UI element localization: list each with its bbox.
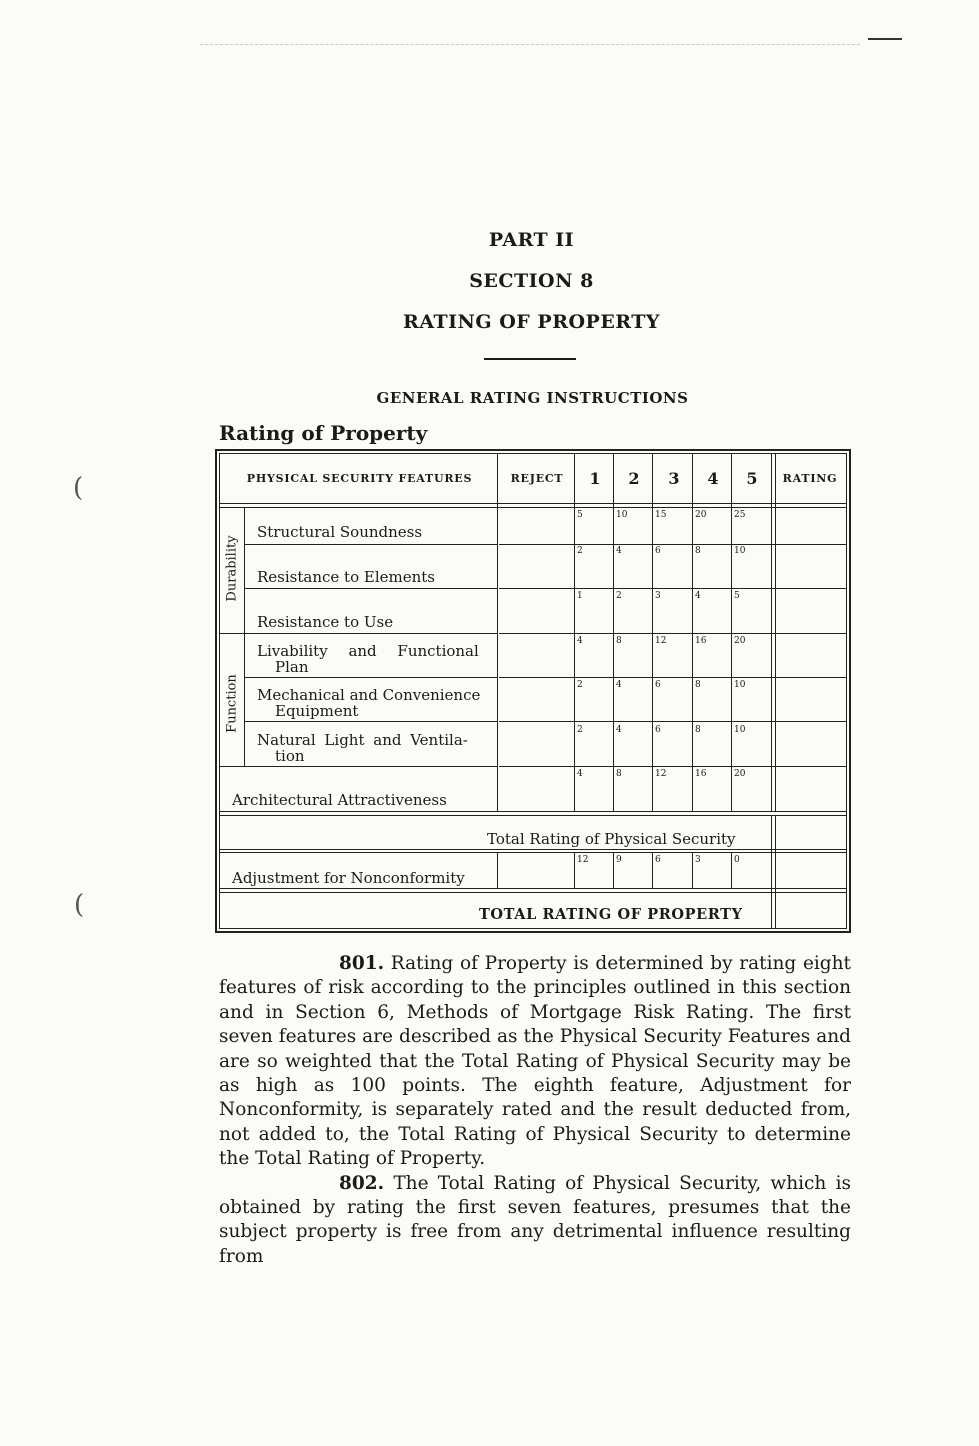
header-col-2: 2 bbox=[628, 469, 640, 488]
weight-value: 15 bbox=[655, 510, 667, 520]
row-rule bbox=[499, 633, 847, 634]
row-rule bbox=[499, 544, 847, 545]
total-physical-label: Total Rating of Physical Security bbox=[487, 830, 736, 848]
weight-value: 20 bbox=[734, 636, 746, 646]
row-rule bbox=[244, 544, 497, 545]
adjustment-label: Adjustment for Nonconformity bbox=[232, 869, 465, 887]
feature-label: Architectural Attractiveness bbox=[232, 791, 447, 809]
feature-label-line1: Livability and Functional bbox=[257, 642, 479, 660]
row-rule bbox=[244, 677, 497, 678]
instructions-heading: GENERAL RATING INSTRUCTIONS bbox=[376, 389, 689, 407]
group-durability-label: Durability bbox=[224, 535, 240, 602]
col-line bbox=[652, 852, 653, 888]
section-title: RATING OF PROPERTY bbox=[403, 311, 660, 333]
col-line bbox=[497, 852, 498, 888]
col-line bbox=[771, 815, 772, 929]
weight-value: 8 bbox=[695, 680, 701, 690]
header-rating: RATING bbox=[782, 472, 838, 485]
part-heading: PART II bbox=[488, 229, 575, 251]
header-rule bbox=[219, 503, 847, 504]
paragraph-number: 801. bbox=[339, 953, 385, 974]
header-features: PHYSICAL SECURITY FEATURES bbox=[246, 472, 473, 485]
weight-value: 1 bbox=[577, 591, 583, 601]
feature-label bbox=[257, 643, 490, 675]
weight-value: 3 bbox=[655, 591, 661, 601]
weight-value: 4 bbox=[577, 769, 583, 779]
weight-value: 6 bbox=[655, 725, 661, 735]
row-rule bbox=[499, 766, 847, 767]
feature-label: Resistance to Elements bbox=[257, 568, 435, 586]
col-line bbox=[574, 852, 575, 888]
weight-value: 6 bbox=[655, 680, 661, 690]
weight-value: 12 bbox=[655, 769, 667, 779]
weight-value: 9 bbox=[616, 855, 622, 865]
header-col-4: 4 bbox=[707, 469, 719, 488]
paragraph-text: The Total Rating of Physical Security, which is obtained by rating the first seven features, presumes that the subject property is free from any detrimental influence resulting from bbox=[219, 1172, 851, 1267]
weight-value: 4 bbox=[616, 725, 622, 735]
row-rule bbox=[499, 677, 847, 678]
feature-label-line2: Plan bbox=[275, 658, 309, 676]
paragraph-802 bbox=[219, 1172, 851, 1270]
weight-value: 4 bbox=[616, 680, 622, 690]
weight-value: 2 bbox=[616, 591, 622, 601]
col-line bbox=[613, 852, 614, 888]
weight-value: 16 bbox=[695, 636, 707, 646]
weight-value: 20 bbox=[695, 510, 707, 520]
col-line bbox=[731, 852, 732, 888]
margin-mark: ( bbox=[74, 890, 85, 920]
weight-value: 4 bbox=[577, 636, 583, 646]
col-line bbox=[692, 852, 693, 888]
weight-value: 20 bbox=[734, 769, 746, 779]
row-rule bbox=[219, 888, 847, 889]
group-line bbox=[244, 507, 245, 766]
feature-label-line1: Natural Light and Ventila- bbox=[257, 731, 468, 749]
weight-value: 0 bbox=[734, 855, 740, 865]
weight-value: 16 bbox=[695, 769, 707, 779]
row-rule bbox=[219, 849, 847, 850]
weight-value: 5 bbox=[577, 510, 583, 520]
header-col-5: 5 bbox=[746, 469, 758, 488]
weight-value: 8 bbox=[695, 725, 701, 735]
section-heading: SECTION 8 bbox=[469, 270, 594, 292]
weight-value: 12 bbox=[655, 636, 667, 646]
weight-value: 12 bbox=[577, 855, 589, 865]
total-property-label: TOTAL RATING OF PROPERTY bbox=[479, 906, 743, 923]
weight-value: 3 bbox=[695, 855, 701, 865]
feature-label-line2: Equipment bbox=[275, 702, 359, 720]
body-text bbox=[219, 952, 851, 1269]
feature-label-line1: Mechanical and Convenience bbox=[257, 686, 481, 704]
weight-value: 2 bbox=[577, 725, 583, 735]
row-rule bbox=[499, 721, 847, 722]
weight-value: 10 bbox=[734, 546, 746, 556]
paragraph-801 bbox=[219, 952, 851, 1172]
row-rule bbox=[219, 811, 847, 812]
row-rule bbox=[219, 892, 847, 893]
row-rule bbox=[219, 815, 847, 816]
feature-label: Structural Soundness bbox=[257, 523, 423, 541]
row-rule bbox=[244, 588, 497, 589]
paragraph-number: 802. bbox=[339, 1172, 385, 1194]
header-rule bbox=[219, 507, 847, 508]
header-reject: REJECT bbox=[510, 472, 564, 485]
col-line bbox=[775, 815, 776, 929]
header-col-3: 3 bbox=[668, 469, 680, 488]
weight-value: 10 bbox=[616, 510, 628, 520]
col-line bbox=[497, 453, 498, 812]
scan-line bbox=[200, 44, 860, 45]
row-rule bbox=[499, 588, 847, 589]
title-rule bbox=[484, 358, 576, 360]
header-col-1: 1 bbox=[589, 469, 601, 488]
row-rule bbox=[219, 852, 847, 853]
weight-value: 8 bbox=[616, 769, 622, 779]
weight-value: 10 bbox=[734, 725, 746, 735]
corner-mark bbox=[868, 38, 902, 40]
feature-label: Resistance to Use bbox=[257, 613, 394, 631]
row-rule bbox=[219, 633, 497, 634]
table-caption: Rating of Property bbox=[219, 421, 428, 445]
row-rule bbox=[219, 766, 497, 767]
margin-mark: ( bbox=[73, 473, 84, 503]
group-function-label: Function bbox=[224, 674, 240, 733]
feature-label-line2: tion bbox=[275, 747, 305, 765]
weight-value: 2 bbox=[577, 546, 583, 556]
weight-value: 4 bbox=[616, 546, 622, 556]
feature-label bbox=[257, 732, 490, 764]
weight-value: 8 bbox=[616, 636, 622, 646]
weight-value: 6 bbox=[655, 546, 661, 556]
paragraph-text: Rating of Property is determined by rating eight features of risk according to the principles outlined in this section and in Section 6, Methods of Mortgage Risk Rating. The first seven features are described as the Physical Security Features and are so weighted that the Total Rating of Physical Security may be as high as 100 points. The eighth feature, Adjustment for Nonconformity, is separately rated and the result deducted from, not added to, the Total Rating of Physical Security to determine the Total Rating of Property. bbox=[219, 953, 851, 1170]
weight-value: 8 bbox=[695, 546, 701, 556]
weight-value: 25 bbox=[734, 510, 746, 520]
weight-value: 5 bbox=[734, 591, 740, 601]
weight-value: 10 bbox=[734, 680, 746, 690]
feature-label bbox=[257, 687, 490, 719]
weight-value: 2 bbox=[577, 680, 583, 690]
weight-value: 6 bbox=[655, 855, 661, 865]
row-rule bbox=[244, 721, 497, 722]
weight-value: 4 bbox=[695, 591, 701, 601]
